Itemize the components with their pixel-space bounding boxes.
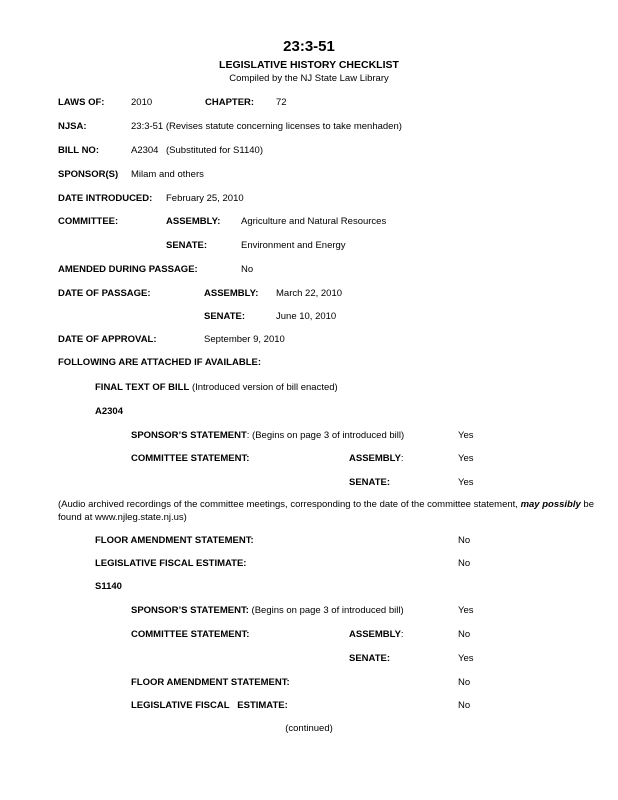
- a2304-fiscal-label: LEGISLATIVE FISCAL ESTIMATE:: [95, 558, 247, 569]
- passage-senate-value: June 10, 2010: [276, 311, 337, 322]
- a2304-assembly-value: Yes: [458, 453, 474, 464]
- date-introduced-label: DATE INTRODUCED:: [58, 193, 153, 204]
- laws-of-value: 2010: [131, 97, 153, 108]
- audio-note-text: (Audio archived recordings of the committee meetings, corresponding to the date of the committee statement,: [58, 499, 521, 510]
- statute-number: 23:3-51: [283, 38, 335, 55]
- a2304-assembly-label: ASSEMBLY: [349, 453, 401, 464]
- a2304-heading: A2304: [95, 406, 123, 417]
- bill-no-label: BILL NO:: [58, 145, 99, 156]
- laws-of-label: LAWS OF:: [58, 97, 105, 108]
- a2304-sponsor-value: Yes: [458, 430, 474, 441]
- s1140-floor-value: No: [458, 677, 471, 688]
- s1140-sponsor-note: (Begins on page 3 of introduced bill): [248, 605, 404, 616]
- s1140-assembly-row: ASSEMBLY:: [349, 629, 404, 640]
- attachments-heading: FOLLOWING ARE ATTACHED IF AVAILABLE:: [58, 357, 261, 368]
- a2304-floor-value: No: [458, 535, 471, 546]
- date-of-approval-value: September 9, 2010: [204, 334, 285, 345]
- s1140-assembly-value: No: [458, 629, 471, 640]
- committee-senate-value: Environment and Energy: [241, 240, 346, 251]
- bill-no-note: (Substituted for S1140): [166, 145, 263, 156]
- audio-archive-note: [58, 499, 608, 524]
- final-text-label: FINAL TEXT OF BILL: [95, 382, 190, 393]
- final-text-note: (Introduced version of bill enacted): [191, 382, 338, 393]
- audio-note-emphasis: may possibly: [520, 499, 581, 510]
- a2304-senate-label: SENATE:: [349, 477, 390, 488]
- a2304-fiscal-value: No: [458, 558, 471, 569]
- a2304-senate-value: Yes: [458, 477, 474, 488]
- date-of-passage-label: DATE OF PASSAGE:: [58, 288, 151, 299]
- committee-assembly-label: ASSEMBLY:: [166, 216, 221, 227]
- njsa-value: 23:3-51 (Revises statute concerning licenses to take menhaden): [131, 121, 402, 132]
- s1140-senate-label: SENATE:: [349, 653, 390, 664]
- page-title: LEGISLATIVE HISTORY CHECKLIST: [219, 59, 399, 71]
- a2304-floor-label: FLOOR AMENDMENT STATEMENT:: [95, 535, 254, 546]
- s1140-sponsor-value: Yes: [458, 605, 474, 616]
- chapter-label: CHAPTER:: [205, 97, 255, 108]
- audio-note-text-end: be found at www.njleg.state.nj.us): [58, 499, 594, 523]
- a2304-assembly-row: ASSEMBLY:: [349, 453, 404, 464]
- s1140-heading: S1140: [95, 581, 122, 592]
- final-text-row: [95, 382, 338, 393]
- s1140-fiscal-label: LEGISLATIVE FISCAL ESTIMATE:: [131, 700, 288, 711]
- date-introduced-value: February 25, 2010: [166, 193, 244, 204]
- amended-value: No: [241, 264, 254, 275]
- passage-senate-label: SENATE:: [204, 311, 245, 322]
- njsa-label: NJSA:: [58, 121, 87, 132]
- passage-assembly-value: March 22, 2010: [276, 288, 343, 299]
- s1140-fiscal-value: No: [458, 700, 471, 711]
- continued-note: (continued): [285, 723, 333, 734]
- s1140-senate-value: Yes: [458, 653, 474, 664]
- bill-no-value: A2304: [131, 145, 159, 156]
- passage-assembly-label: ASSEMBLY:: [204, 288, 259, 299]
- s1140-sponsor-label: SPONSOR’S STATEMENT:: [131, 605, 249, 616]
- committee-label: COMMITTEE:: [58, 216, 119, 227]
- s1140-sponsor-row: [131, 605, 404, 616]
- sponsors-label: SPONSOR(S): [58, 169, 119, 180]
- a2304-sponsor-label: SPONSOR’S STATEMENT: [131, 430, 247, 441]
- compiled-by: Compiled by the NJ State Law Library: [229, 73, 389, 84]
- a2304-sponsor-row: [131, 430, 404, 441]
- chapter-value: 72: [276, 97, 287, 108]
- s1140-assembly-label: ASSEMBLY: [349, 629, 401, 640]
- committee-senate-label: SENATE:: [166, 240, 207, 251]
- amended-label: AMENDED DURING PASSAGE:: [58, 264, 198, 275]
- s1140-committee-label: COMMITTEE STATEMENT:: [131, 629, 250, 640]
- a2304-committee-label: COMMITTEE STATEMENT:: [131, 453, 250, 464]
- committee-assembly-value: Agriculture and Natural Resources: [241, 216, 387, 227]
- a2304-sponsor-note: : (Begins on page 3 of introduced bill): [246, 430, 405, 441]
- sponsors-value: Milam and others: [131, 169, 204, 180]
- s1140-floor-label: FLOOR AMENDMENT STATEMENT:: [131, 677, 290, 688]
- date-of-approval-label: DATE OF APPROVAL:: [58, 334, 157, 345]
